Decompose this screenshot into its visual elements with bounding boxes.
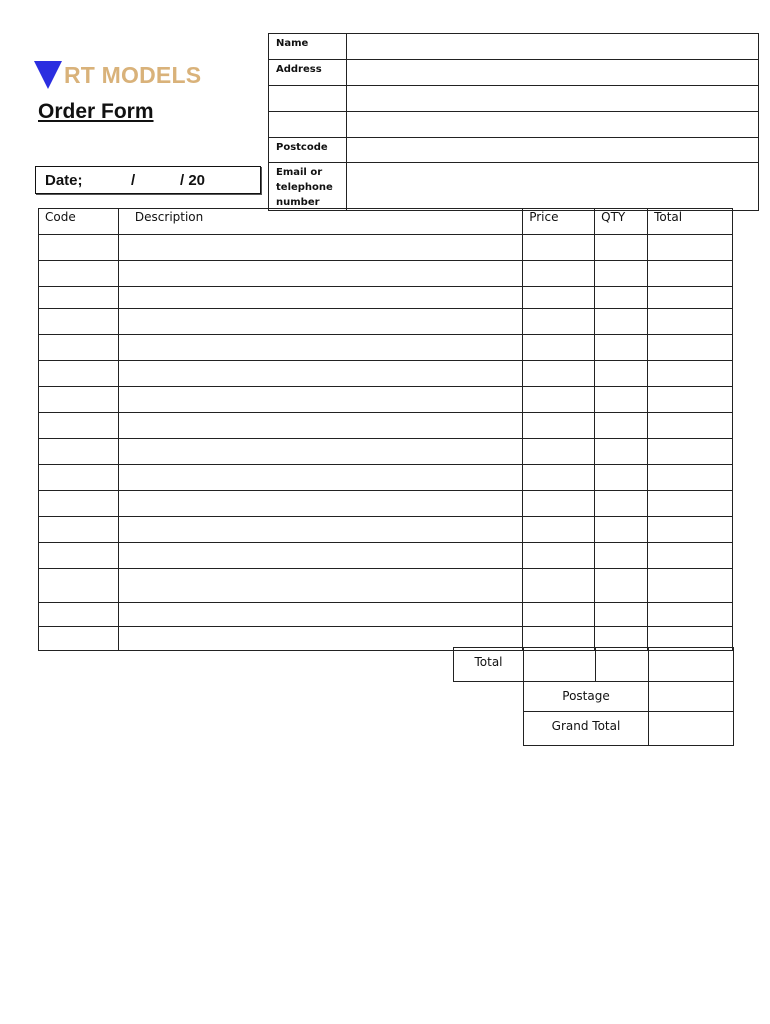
description-cell[interactable] xyxy=(118,287,522,309)
date-label: Date; xyxy=(45,172,83,189)
qty-cell[interactable] xyxy=(595,309,648,335)
code-cell[interactable] xyxy=(39,627,119,651)
total-cell[interactable] xyxy=(648,387,733,413)
total-cell[interactable] xyxy=(648,413,733,439)
date-year-prefix: / 20 xyxy=(180,172,206,189)
code-cell[interactable] xyxy=(39,287,119,309)
table-row xyxy=(39,361,733,387)
code-cell[interactable] xyxy=(39,261,119,287)
table-row xyxy=(39,309,733,335)
qty-cell[interactable] xyxy=(595,517,648,543)
price-cell[interactable] xyxy=(523,465,595,491)
code-cell[interactable] xyxy=(39,439,119,465)
total-cell[interactable] xyxy=(648,603,733,627)
header-total: Total xyxy=(648,209,733,235)
postcode-field[interactable] xyxy=(347,138,759,163)
total-cell[interactable] xyxy=(648,517,733,543)
total-label: Total xyxy=(454,648,524,682)
total-cell[interactable] xyxy=(648,465,733,491)
description-cell[interactable] xyxy=(118,465,522,491)
table-row xyxy=(39,569,733,603)
table-row xyxy=(39,465,733,491)
totals-table xyxy=(453,647,734,746)
date-slash: / xyxy=(131,172,136,189)
logo-triangle-icon xyxy=(34,61,62,89)
code-cell[interactable] xyxy=(39,335,119,361)
total-value-cell[interactable] xyxy=(649,648,734,682)
table-row xyxy=(39,261,733,287)
description-cell[interactable] xyxy=(118,335,522,361)
page-title: Order Form xyxy=(38,100,154,123)
code-cell[interactable] xyxy=(39,543,119,569)
logo-text: RT MODELS xyxy=(64,61,202,88)
code-cell[interactable] xyxy=(39,309,119,335)
address-line-3-field[interactable] xyxy=(347,112,759,138)
qty-cell[interactable] xyxy=(595,413,648,439)
description-cell[interactable] xyxy=(118,517,522,543)
price-cell[interactable] xyxy=(523,603,595,627)
table-row xyxy=(39,287,733,309)
price-cell[interactable] xyxy=(523,387,595,413)
brand-logo xyxy=(34,58,201,92)
qty-cell[interactable] xyxy=(595,287,648,309)
total-cell[interactable] xyxy=(648,235,733,261)
postage-value-cell[interactable] xyxy=(649,682,734,712)
code-cell[interactable] xyxy=(39,235,119,261)
total-cell[interactable] xyxy=(648,261,733,287)
total-cell[interactable] xyxy=(648,439,733,465)
qty-cell[interactable] xyxy=(595,361,648,387)
spacer xyxy=(454,682,524,712)
postage-label: Postage xyxy=(524,682,649,712)
address-field[interactable] xyxy=(347,60,759,86)
customer-details-table xyxy=(268,33,759,211)
table-row xyxy=(39,335,733,361)
grand-total-value-cell[interactable] xyxy=(649,712,734,746)
total-cell[interactable] xyxy=(648,287,733,309)
header-price: Price xyxy=(523,209,595,235)
qty-cell[interactable] xyxy=(595,543,648,569)
qty-cell[interactable] xyxy=(595,491,648,517)
price-cell[interactable] xyxy=(523,235,595,261)
description-cell[interactable] xyxy=(118,309,522,335)
table-row xyxy=(39,543,733,569)
price-cell[interactable] xyxy=(523,413,595,439)
contact-field[interactable] xyxy=(347,163,759,211)
contact-label-line-3: number xyxy=(276,197,320,208)
total-cell[interactable] xyxy=(648,309,733,335)
code-cell[interactable] xyxy=(39,517,119,543)
name-label: Name xyxy=(269,34,347,60)
qty-cell[interactable] xyxy=(595,235,648,261)
grand-total-label: Grand Total xyxy=(524,712,649,746)
description-cell[interactable] xyxy=(118,439,522,465)
description-cell[interactable] xyxy=(118,569,522,603)
total-cell[interactable] xyxy=(648,491,733,517)
qty-cell[interactable] xyxy=(595,335,648,361)
postcode-label: Postcode xyxy=(269,138,347,163)
description-cell[interactable] xyxy=(118,543,522,569)
description-cell[interactable] xyxy=(118,261,522,287)
code-cell[interactable] xyxy=(39,361,119,387)
name-field[interactable] xyxy=(347,34,759,60)
price-cell[interactable] xyxy=(523,439,595,465)
table-row xyxy=(39,413,733,439)
header-code: Code xyxy=(39,209,119,235)
price-cell[interactable] xyxy=(523,361,595,387)
code-cell[interactable] xyxy=(39,491,119,517)
table-row xyxy=(39,387,733,413)
price-cell[interactable] xyxy=(523,309,595,335)
header-qty: QTY xyxy=(595,209,648,235)
address-line-2-label xyxy=(269,86,347,112)
price-cell[interactable] xyxy=(523,287,595,309)
description-cell[interactable] xyxy=(118,603,522,627)
date-field[interactable] xyxy=(35,166,261,194)
description-cell[interactable] xyxy=(118,387,522,413)
table-row xyxy=(39,603,733,627)
code-cell[interactable] xyxy=(39,569,119,603)
qty-cell[interactable] xyxy=(595,569,648,603)
total-qty-cell[interactable] xyxy=(596,648,649,682)
code-cell[interactable] xyxy=(39,465,119,491)
price-cell[interactable] xyxy=(523,569,595,603)
price-cell[interactable] xyxy=(523,335,595,361)
description-cell[interactable] xyxy=(118,413,522,439)
total-cell[interactable] xyxy=(648,569,733,603)
order-items-table xyxy=(38,208,733,651)
address-line-2-field[interactable] xyxy=(347,86,759,112)
price-cell[interactable] xyxy=(523,491,595,517)
items-header-row xyxy=(39,209,733,235)
description-cell[interactable] xyxy=(118,235,522,261)
qty-cell[interactable] xyxy=(595,465,648,491)
address-line-3-label xyxy=(269,112,347,138)
total-cell[interactable] xyxy=(648,335,733,361)
total-price-cell[interactable] xyxy=(524,648,596,682)
code-cell[interactable] xyxy=(39,413,119,439)
table-row xyxy=(39,439,733,465)
price-cell[interactable] xyxy=(523,517,595,543)
price-cell[interactable] xyxy=(523,543,595,569)
spacer xyxy=(454,712,524,746)
total-cell[interactable] xyxy=(648,361,733,387)
contact-label-line-1: Email or xyxy=(276,167,323,178)
qty-cell[interactable] xyxy=(595,439,648,465)
price-cell[interactable] xyxy=(523,261,595,287)
header-description: Description xyxy=(118,209,522,235)
contact-label-line-2: telephone xyxy=(276,182,333,193)
table-row xyxy=(39,517,733,543)
qty-cell[interactable] xyxy=(595,387,648,413)
table-row xyxy=(39,491,733,517)
table-row xyxy=(39,235,733,261)
description-cell[interactable] xyxy=(118,491,522,517)
contact-label xyxy=(269,163,347,211)
address-label: Address xyxy=(269,60,347,86)
total-cell[interactable] xyxy=(648,543,733,569)
qty-cell[interactable] xyxy=(595,261,648,287)
code-cell[interactable] xyxy=(39,387,119,413)
qty-cell[interactable] xyxy=(595,603,648,627)
description-cell[interactable] xyxy=(118,361,522,387)
code-cell[interactable] xyxy=(39,603,119,627)
